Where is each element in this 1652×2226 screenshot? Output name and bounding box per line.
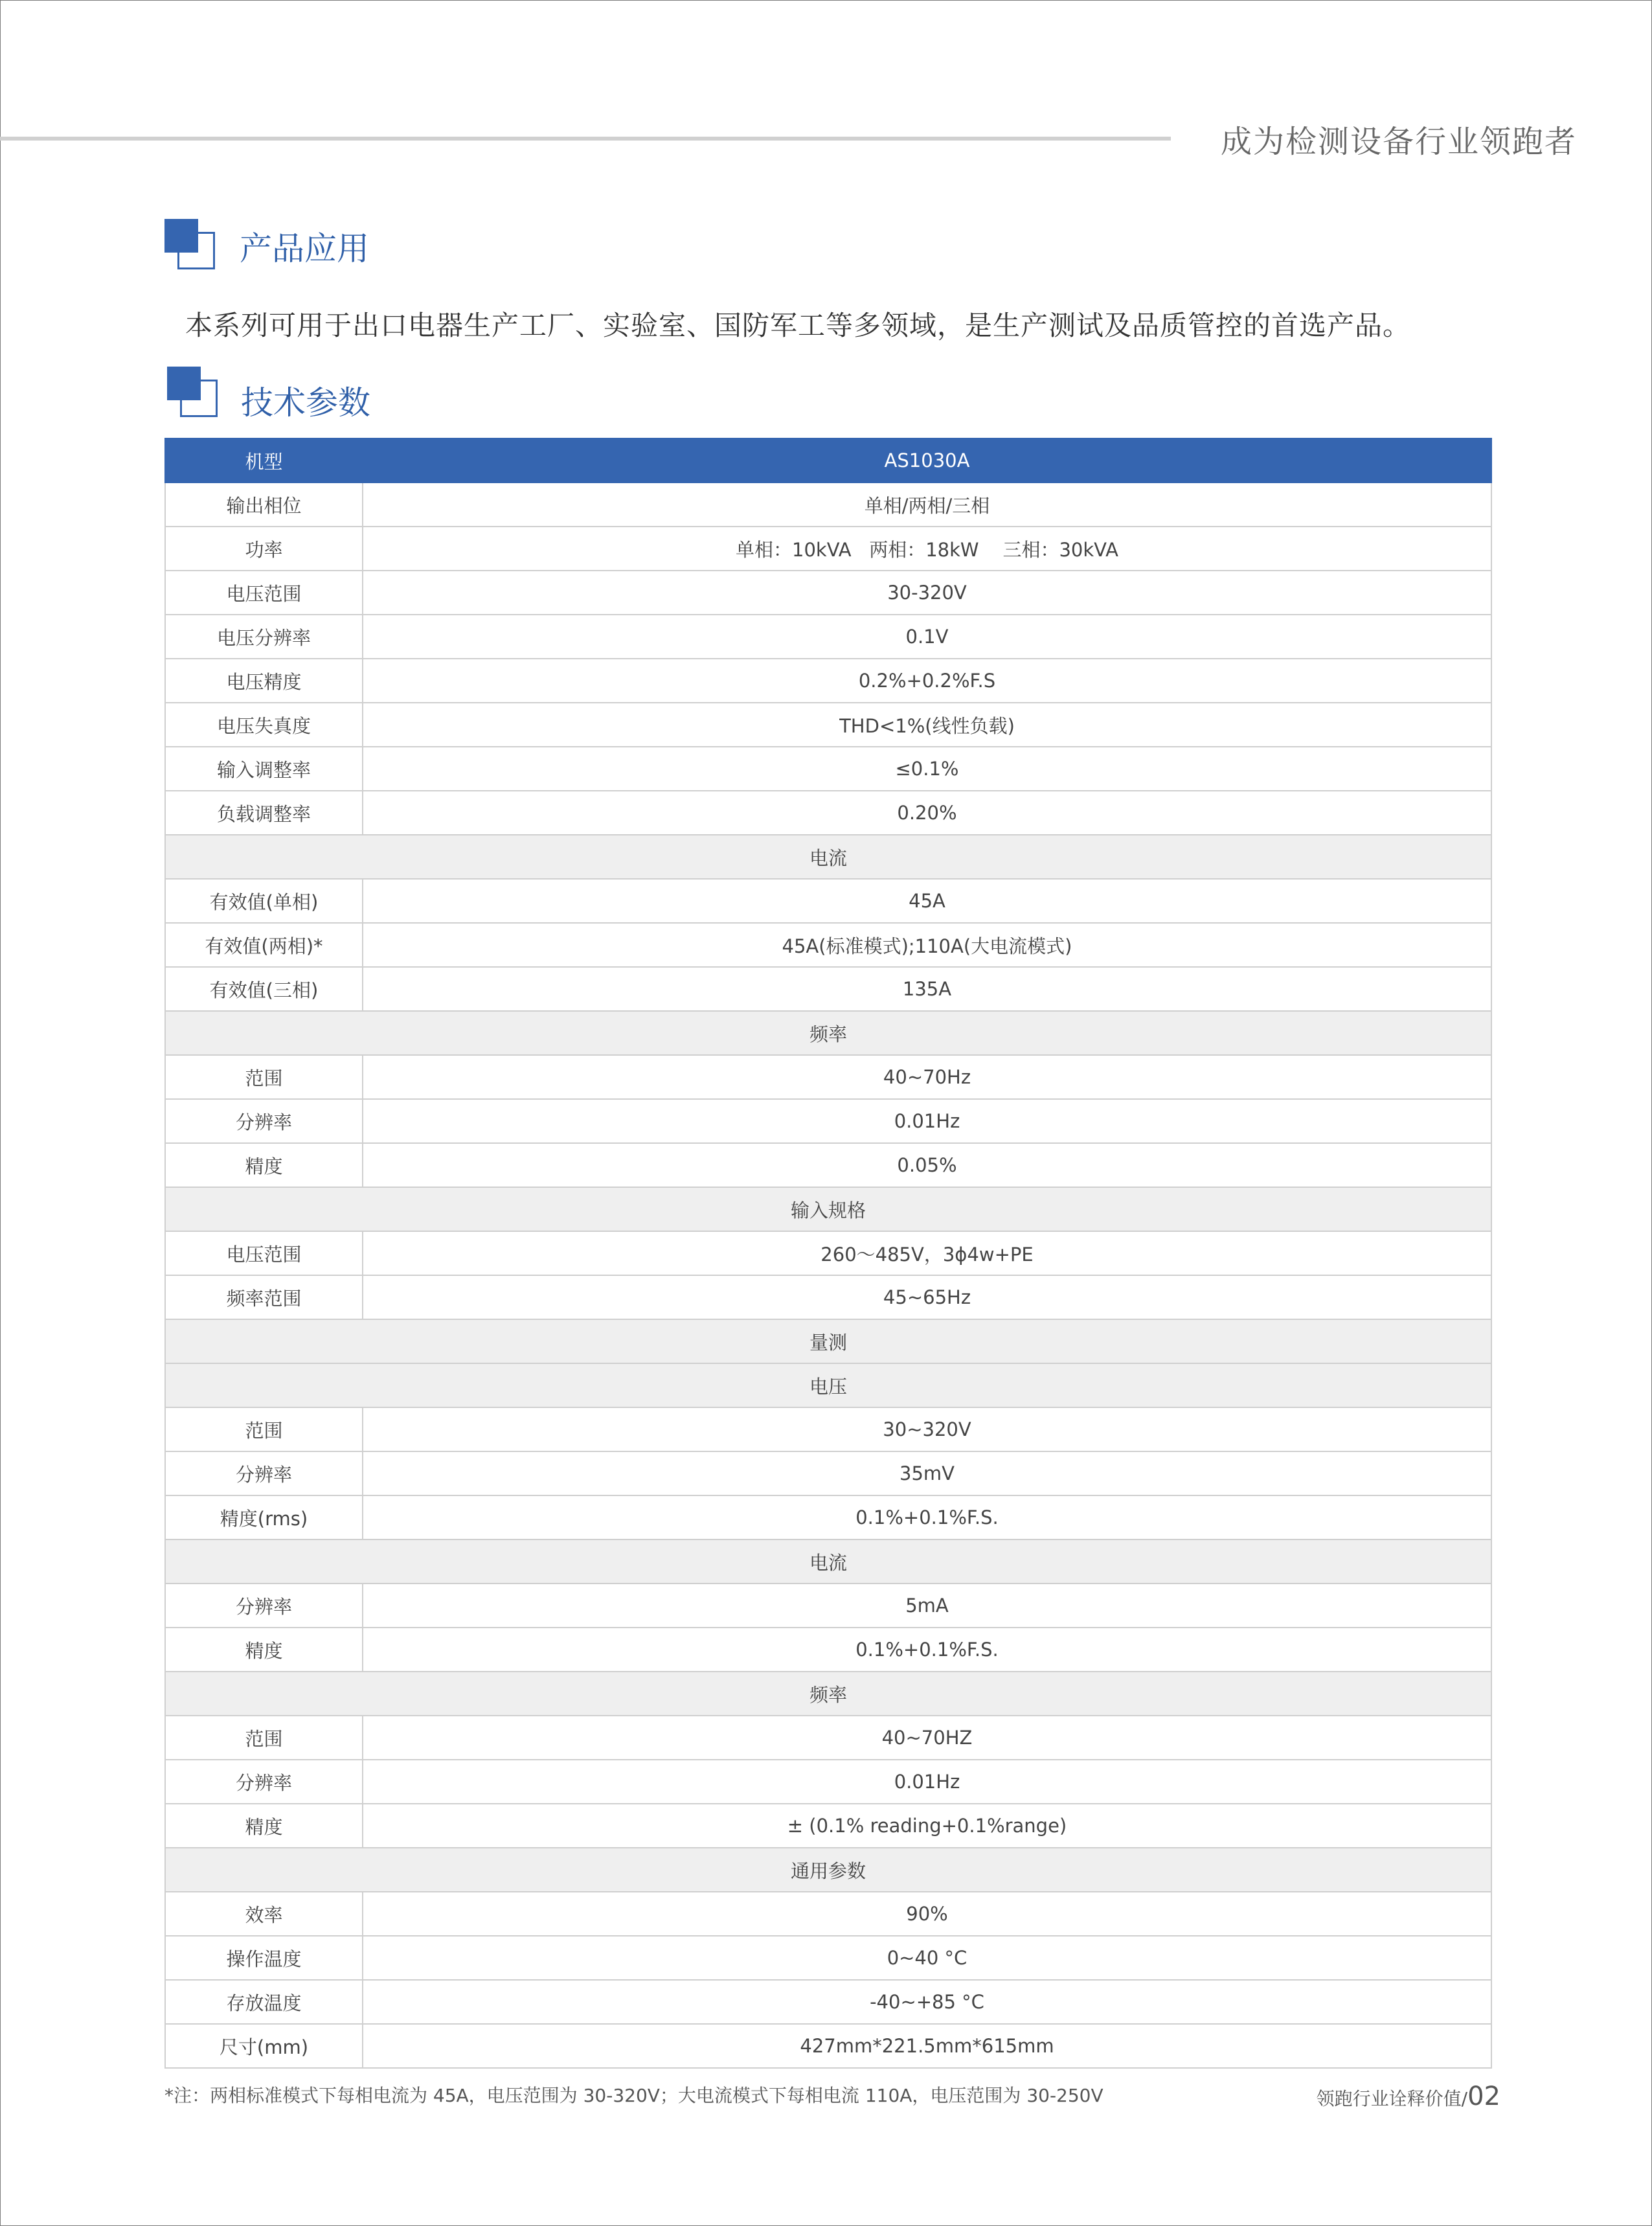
row-value: 45~65Hz [363, 1275, 1491, 1319]
header-rule [0, 137, 1171, 141]
table-row [165, 1628, 1491, 1672]
row-value: 单相/两相/三相 [363, 483, 1491, 527]
row-value: ≤0.1% [363, 747, 1491, 791]
table-row [165, 2024, 1491, 2068]
section-square-icon [167, 367, 216, 416]
table-row [165, 747, 1491, 791]
row-label: 精度(rms) [165, 1495, 363, 1539]
row-value: 0.01Hz [363, 1760, 1491, 1804]
application-text: 本系列可用于出口电器生产工厂、实验室、国防军工等多领域，是生产测试及品质管控的首选产品。 [185, 310, 1411, 341]
row-label: 精度 [165, 1143, 363, 1187]
table-row [165, 879, 1491, 923]
row-label: 有效值(三相) [165, 967, 363, 1011]
row-label: 电压范围 [165, 571, 363, 615]
section-row [165, 835, 1491, 879]
row-label: 有效值(两相)* [165, 923, 363, 967]
table-row [165, 1936, 1491, 1980]
table-header-row [165, 438, 1491, 483]
row-label: 输入调整率 [165, 747, 363, 791]
footer-text: 领跑行业诠释价值/ [1316, 2088, 1468, 2109]
row-label: 效率 [165, 1892, 363, 1936]
row-label: 输出相位 [165, 483, 363, 527]
section-row [165, 1848, 1491, 1892]
header-label: 机型 [165, 438, 363, 483]
section-row [165, 1187, 1491, 1231]
table-row [165, 1584, 1491, 1628]
table-row [165, 1231, 1491, 1275]
square-fill [167, 367, 201, 400]
row-value: THD<1%(线性负载) [363, 703, 1491, 747]
row-value: 0.1%+0.1%F.S. [363, 1495, 1491, 1539]
row-value: 427mm*221.5mm*615mm [363, 2024, 1491, 2068]
table-row [165, 1804, 1491, 1848]
table-row [165, 571, 1491, 615]
table-row [165, 659, 1491, 703]
row-label: 范围 [165, 1716, 363, 1760]
row-label: 分辨率 [165, 1451, 363, 1495]
row-label: 精度 [165, 1628, 363, 1672]
row-value: 5mA [363, 1584, 1491, 1628]
row-value: 0.01Hz [363, 1099, 1491, 1143]
table-row [165, 1760, 1491, 1804]
row-value: 45A [363, 879, 1491, 923]
row-value: 0.1V [363, 615, 1491, 659]
row-value: 0.20% [363, 791, 1491, 835]
row-value: 135A [363, 967, 1491, 1011]
row-value: 90% [363, 1892, 1491, 1936]
row-value: 45A(标准模式);110A(大电流模式) [363, 923, 1491, 967]
row-label: 存放温度 [165, 1980, 363, 2024]
row-label: 电压失真度 [165, 703, 363, 747]
row-label: 负载调整率 [165, 791, 363, 835]
section-row [165, 1363, 1491, 1407]
table-row [165, 1143, 1491, 1187]
table-row [165, 923, 1491, 967]
row-label: 范围 [165, 1055, 363, 1099]
section-square-icon [164, 219, 214, 268]
footnote: *注：两相标准模式下每相电流为 45A，电压范围为 30-320V；大电流模式下每相电流 110A，电压范围为 30-250V [164, 2085, 1103, 2106]
row-label: 电压范围 [165, 1231, 363, 1275]
table-row [165, 1892, 1491, 1936]
section-label: 电压 [165, 1363, 1491, 1407]
header-slogan: 成为检测设备行业领跑者 [1220, 124, 1577, 160]
section-label: 频率 [165, 1672, 1491, 1716]
row-label: 电压分辨率 [165, 615, 363, 659]
row-value: ± (0.1% reading+0.1%range) [363, 1804, 1491, 1848]
section-label: 通用参数 [165, 1848, 1491, 1892]
section-label: 输入规格 [165, 1187, 1491, 1231]
row-label: 功率 [165, 527, 363, 571]
row-value: 0.2%+0.2%F.S [363, 659, 1491, 703]
row-label: 分辨率 [165, 1760, 363, 1804]
section-label: 电流 [165, 835, 1491, 879]
application-title: 产品应用 [240, 230, 369, 267]
table-row [165, 791, 1491, 835]
header-value: AS1030A [363, 438, 1491, 483]
table-row [165, 703, 1491, 747]
row-value: 30-320V [363, 571, 1491, 615]
row-label: 尺寸(mm) [165, 2024, 363, 2068]
section-row [165, 1539, 1491, 1584]
section-row [165, 1672, 1491, 1716]
section-label: 量测 [165, 1319, 1491, 1363]
table-row [165, 1055, 1491, 1099]
row-label: 有效值(单相) [165, 879, 363, 923]
square-fill [164, 219, 198, 253]
section-row [165, 1011, 1491, 1055]
row-label: 范围 [165, 1407, 363, 1451]
table-row [165, 483, 1491, 527]
table-row [165, 527, 1491, 571]
spec-table [164, 438, 1492, 2069]
footer-label [1317, 2082, 1500, 2111]
row-value: 单相：10kVA 两相：18kW 三相：30kVA [363, 527, 1491, 571]
table-row [165, 967, 1491, 1011]
row-value: 0~40 °C [363, 1936, 1491, 1980]
row-label: 操作温度 [165, 1936, 363, 1980]
row-value: 0.05% [363, 1143, 1491, 1187]
row-label: 分辨率 [165, 1584, 363, 1628]
table-row [165, 1275, 1491, 1319]
table-row [165, 1495, 1491, 1539]
section-row [165, 1319, 1491, 1363]
specs-title: 技术参数 [241, 384, 370, 422]
row-value: 0.1%+0.1%F.S. [363, 1628, 1491, 1672]
table-row [165, 1451, 1491, 1495]
row-value: 260～485V，3ϕ4w+PE [363, 1231, 1491, 1275]
row-label: 精度 [165, 1804, 363, 1848]
table-row [165, 1407, 1491, 1451]
table-row [165, 1099, 1491, 1143]
row-value: 35mV [363, 1451, 1491, 1495]
row-label: 电压精度 [165, 659, 363, 703]
row-value: 30~320V [363, 1407, 1491, 1451]
table-row [165, 1980, 1491, 2024]
table-row [165, 615, 1491, 659]
page-number: 02 [1467, 2082, 1500, 2111]
section-label: 频率 [165, 1011, 1491, 1055]
row-label: 分辨率 [165, 1099, 363, 1143]
section-label: 电流 [165, 1539, 1491, 1584]
table-row [165, 1716, 1491, 1760]
row-value: 40~70HZ [363, 1716, 1491, 1760]
row-value: 40~70Hz [363, 1055, 1491, 1099]
row-label: 频率范围 [165, 1275, 363, 1319]
row-value: -40~+85 °C [363, 1980, 1491, 2024]
